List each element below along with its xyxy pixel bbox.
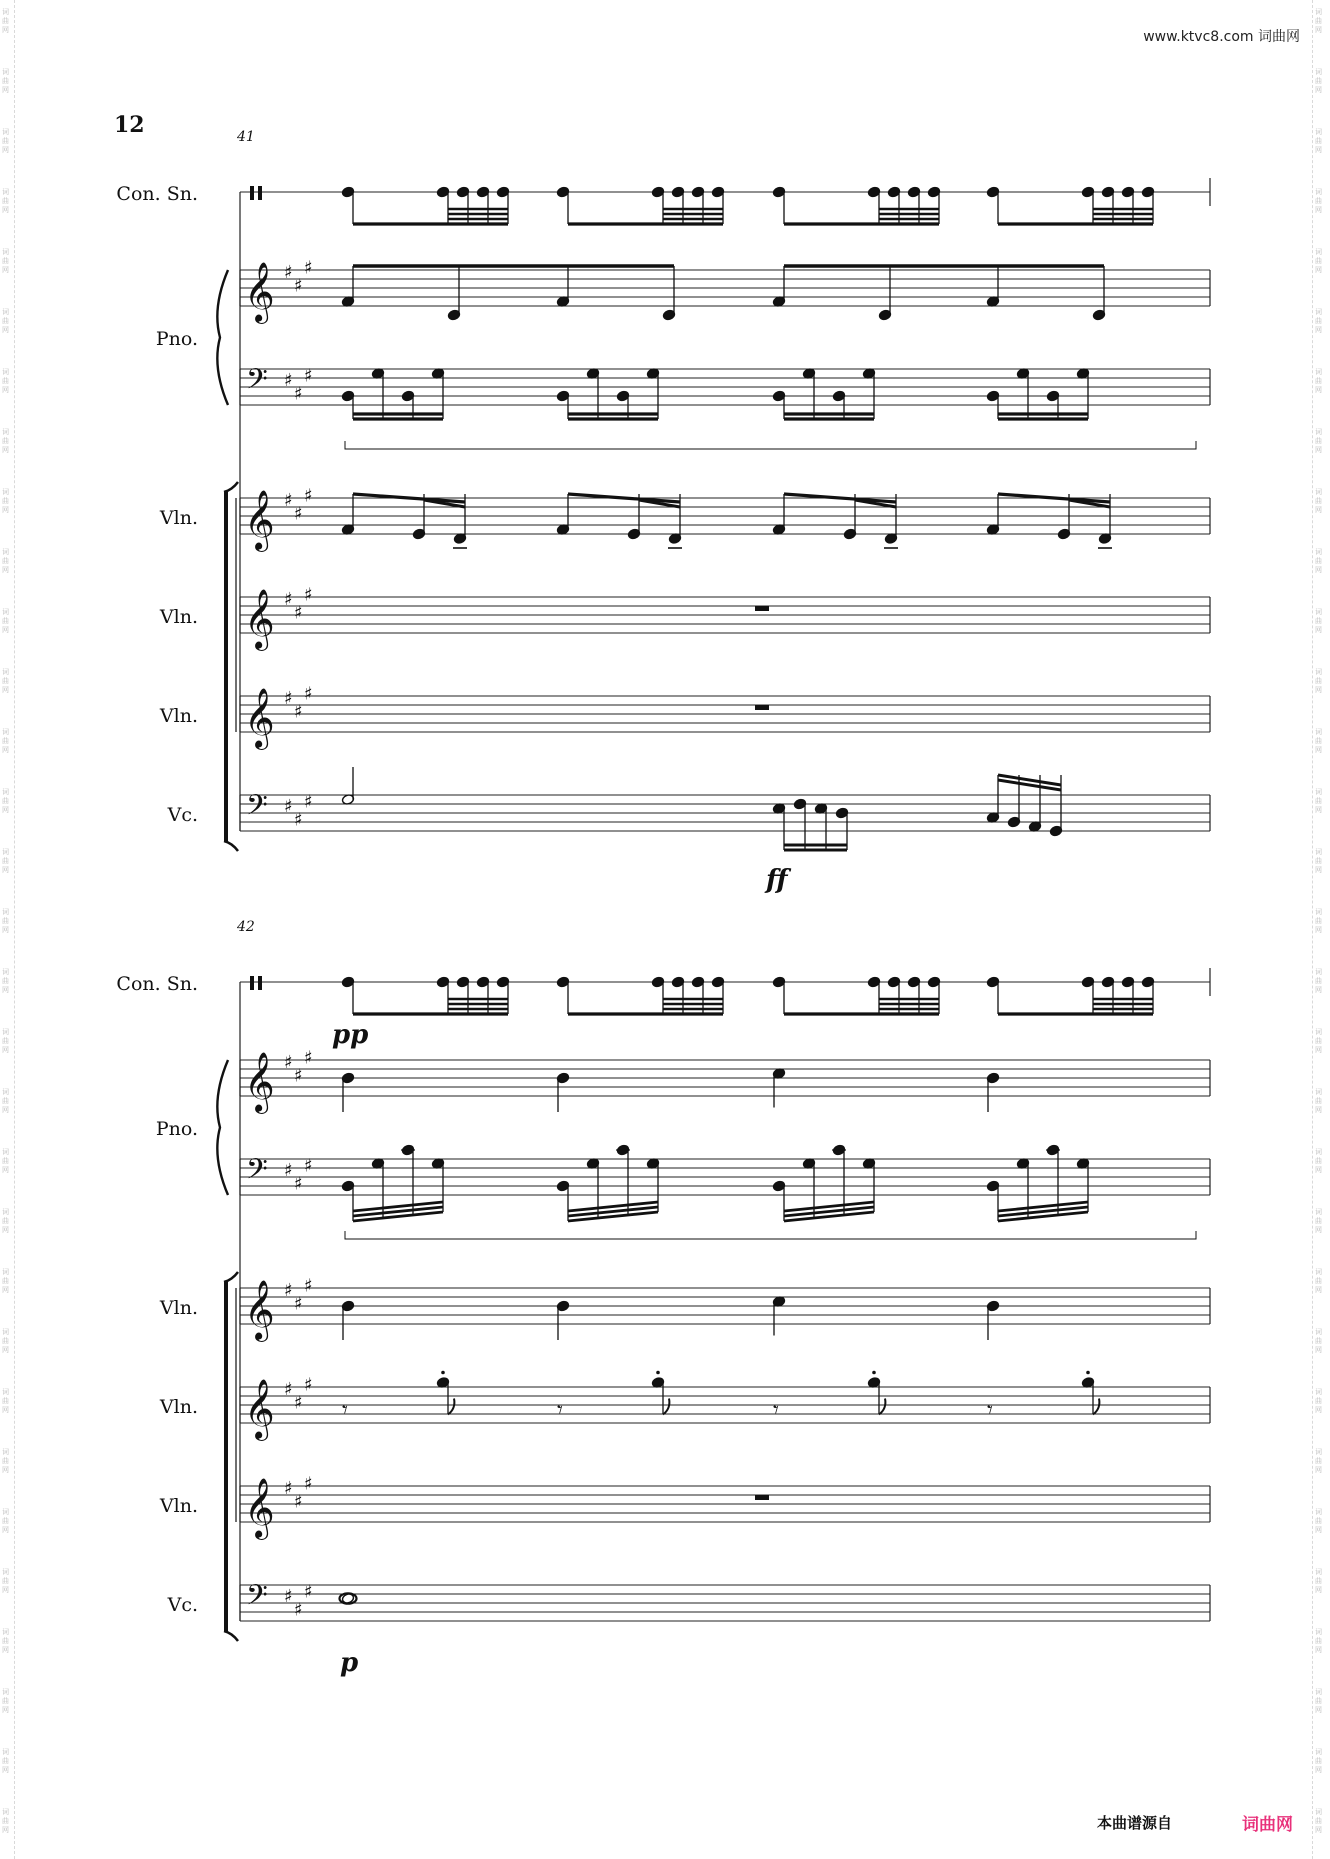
system-2-violin-2-key-sharp: ♯ (294, 1392, 303, 1414)
system-1-violin-3-treble-clef: 𝄞 (244, 688, 275, 748)
system-1-piano-lh-bass-clef: 𝄢 (246, 363, 268, 403)
system-2-piano-lh-key-sharp: ♯ (284, 1160, 293, 1181)
system-2-violin-3-whole-rest (755, 1495, 769, 1500)
system-1-piano-brace (217, 270, 228, 405)
system-1-violin-2-treble-clef: 𝄞 (244, 589, 275, 649)
margin-watermark-mark: 词 曲 网 (1315, 608, 1322, 634)
margin-watermark-mark: 词 曲 网 (1315, 1028, 1322, 1054)
margin-watermark-mark: 词 曲 网 (2, 548, 9, 574)
system-1-violin-3-whole-rest (755, 705, 769, 710)
system-2-violin-2-eighth-rest: 𝄾 (987, 1398, 993, 1423)
margin-watermark-mark: 词 曲 网 (1315, 308, 1322, 334)
site-link[interactable]: www.ktvc8.com 词曲网 (1143, 29, 1300, 45)
system-2-piano-rh-key-sharp: ♯ (284, 1052, 293, 1073)
system-1-violin-1-key-sharp: ♯ (284, 490, 293, 511)
system-2-strings-bracket-top (224, 1272, 238, 1282)
system-2-violin-2-eighth-rest: 𝄾 (773, 1398, 779, 1423)
system-2-violin-1-key-sharp: ♯ (284, 1280, 293, 1301)
system-2-violin-2-key-sharp: ♯ (304, 1374, 313, 1396)
margin-watermark-mark: 词 曲 网 (2, 848, 9, 874)
system-2-violin-1-key-sharp: ♯ (294, 1293, 303, 1315)
margin-watermark-mark: 词 曲 网 (1315, 8, 1322, 34)
margin-watermark-mark: 词 曲 网 (1315, 128, 1322, 154)
system-1-cello-key-sharp: ♯ (284, 796, 293, 817)
system-1-violin-1-key-sharp: ♯ (304, 485, 313, 507)
system-1-violin-2-key-sharp: ♯ (294, 602, 303, 624)
system-1-percussion-clef (250, 186, 254, 200)
system-2-label-violin-2: Vln. (159, 1396, 198, 1418)
margin-watermark-mark: 词 曲 网 (2, 1808, 9, 1834)
system-2-violin-2-key-sharp: ♯ (284, 1379, 293, 1400)
system-2-percussion-clef (250, 976, 254, 990)
margin-watermark-mark: 词 曲 网 (1315, 488, 1322, 514)
system-1-violin-3-key-sharp: ♯ (304, 683, 313, 705)
margin-watermark-mark: 词 曲 网 (1315, 1448, 1322, 1474)
margin-watermark-mark: 词 曲 网 (2, 1688, 9, 1714)
system-2-dynamic-pp: pp (332, 1020, 369, 1050)
system-2-label-cello: Vc. (167, 1594, 198, 1616)
system-1-violin-2-key-sharp: ♯ (284, 589, 293, 610)
system-2-staccato-dot (872, 1371, 876, 1375)
margin-watermark-mark: 词 曲 网 (1315, 1328, 1322, 1354)
system-2-violin-2-flag (448, 1399, 454, 1415)
system-1-piano-rh-treble-clef: 𝄞 (244, 262, 275, 322)
footer-brand[interactable]: 词曲网 (1242, 1815, 1293, 1835)
margin-watermark-mark: 词 曲 网 (2, 1268, 9, 1294)
margin-watermark-mark: 词 曲 网 (1315, 908, 1322, 934)
system-1-cello-bass-clef: 𝄢 (246, 789, 268, 829)
system-1-piano-lh-key-sharp: ♯ (294, 383, 303, 405)
margin-watermark-mark: 词 曲 网 (2, 188, 9, 214)
margin-watermark-mark: 词 曲 网 (1315, 728, 1322, 754)
margin-watermark-mark: 词 曲 网 (1315, 668, 1322, 694)
system-2-staccato-dot (441, 1371, 445, 1375)
system-2-piano-rh-treble-clef: 𝄞 (244, 1052, 275, 1112)
margin-watermark-mark: 词 曲 网 (1315, 428, 1322, 454)
system-1-cello-key-sharp: ♯ (294, 809, 303, 831)
margin-watermark-mark: 词 曲 网 (1315, 1748, 1322, 1774)
system-1-label-violin-1: Vln. (159, 507, 198, 529)
system-2-cello-key-sharp: ♯ (304, 1581, 313, 1603)
system-2-label-piano-rh: Pno. (155, 1118, 198, 1140)
system-1-label-piano-rh: Pno. (155, 328, 198, 350)
margin-watermark-mark: 词 曲 网 (1315, 1208, 1322, 1234)
system-2-violin-3-key-sharp: ♯ (304, 1473, 313, 1495)
margin-watermark-mark: 词 曲 网 (2, 428, 9, 454)
system-1-violin-3-key-sharp: ♯ (294, 701, 303, 723)
system-2-violin-1-key-sharp: ♯ (304, 1275, 313, 1297)
margin-watermark-mark: 词 曲 网 (2, 68, 9, 94)
margin-watermark-mark: 词 曲 网 (2, 788, 9, 814)
system-1-piano-lh-key-sharp: ♯ (304, 365, 313, 387)
page-number: 12 (114, 112, 145, 138)
system-1-measure-number: 41 (237, 129, 255, 145)
system-2-piano-rh-key-sharp: ♯ (294, 1065, 303, 1087)
margin-watermark-mark: 词 曲 网 (2, 1208, 9, 1234)
system-1-label-snare: Con. Sn. (116, 183, 198, 205)
system-1-piano-rh-key-sharp: ♯ (294, 275, 303, 297)
system-2-piano-rh-key-sharp: ♯ (304, 1047, 313, 1069)
margin-watermark-mark: 词 曲 网 (1315, 368, 1322, 394)
system-1-strings-bracket-top (224, 482, 238, 492)
system-2-label-violin-3: Vln. (159, 1495, 198, 1517)
margin-watermark-mark: 词 曲 网 (2, 488, 9, 514)
margin-watermark-mark: 词 曲 网 (1315, 548, 1322, 574)
margin-watermark-mark: 词 曲 网 (2, 1628, 9, 1654)
system-1-cello-key-sharp: ♯ (304, 791, 313, 813)
system-2-violin-2-flag (663, 1399, 669, 1415)
system-1-label-violin-2: Vln. (159, 606, 198, 628)
system-2-violin-1-treble-clef: 𝄞 (244, 1280, 275, 1340)
margin-watermark-mark: 词 曲 网 (2, 668, 9, 694)
system-2-percussion-clef (258, 976, 262, 990)
margin-watermark-mark: 词 曲 网 (2, 1088, 9, 1114)
margin-watermark-mark: 词 曲 网 (2, 968, 9, 994)
margin-watermark-mark: 词 曲 网 (1315, 248, 1322, 274)
system-2-cello-bass-clef: 𝄢 (246, 1579, 268, 1619)
system-2-label-snare: Con. Sn. (116, 973, 198, 995)
system-2-violin-3-treble-clef: 𝄞 (244, 1478, 275, 1538)
system-2-piano-lh-bass-clef: 𝄢 (246, 1153, 268, 1193)
margin-watermark-mark: 词 曲 网 (2, 248, 9, 274)
system-2-staccato-dot (656, 1371, 660, 1375)
system-2-dynamic-p: p (340, 1648, 359, 1678)
system-1-label-cello: Vc. (167, 804, 198, 826)
system-2-label-violin-1: Vln. (159, 1297, 198, 1319)
margin-watermark-mark: 词 曲 网 (2, 8, 9, 34)
system-2-measure-number: 42 (237, 919, 255, 935)
margin-watermark-mark: 词 曲 网 (1315, 188, 1322, 214)
margin-watermark-mark: 词 曲 网 (2, 1448, 9, 1474)
system-2-violin-2-flag (1093, 1399, 1099, 1415)
system-2-violin-3-key-sharp: ♯ (294, 1491, 303, 1513)
margin-watermark-mark: 词 曲 网 (2, 1328, 9, 1354)
system-2-violin-3-key-sharp: ♯ (284, 1478, 293, 1499)
system-2-violin-2-treble-clef: 𝄞 (244, 1379, 275, 1439)
system-1-strings-bracket-bottom (224, 841, 238, 851)
margin-watermark-mark: 词 曲 网 (1315, 968, 1322, 994)
margin-watermark-mark: 词 曲 网 (1315, 1568, 1322, 1594)
margin-watermark-mark: 词 曲 网 (2, 368, 9, 394)
margin-watermark-mark: 词 曲 网 (1315, 848, 1322, 874)
system-2-cello-key-sharp: ♯ (284, 1586, 293, 1607)
system-2-violin-2-eighth-rest: 𝄾 (557, 1398, 563, 1423)
margin-watermark-mark: 词 曲 网 (1315, 1628, 1322, 1654)
margin-watermark-mark: 词 曲 网 (2, 908, 9, 934)
margin-watermark-mark: 词 曲 网 (1315, 788, 1322, 814)
system-1-dynamic-ff: ff (766, 865, 788, 895)
margin-watermark-mark: 词 曲 网 (2, 1748, 9, 1774)
system-1-violin-3-key-sharp: ♯ (284, 688, 293, 709)
system-2-piano-lh-key-sharp: ♯ (294, 1173, 303, 1195)
system-1-violin-1-key-sharp: ♯ (294, 503, 303, 525)
margin-watermark-mark: 词 曲 网 (2, 1028, 9, 1054)
system-2-staccato-dot (1086, 1371, 1090, 1375)
margin-watermark-mark: 词 曲 网 (2, 308, 9, 334)
system-1-violin-2-key-sharp: ♯ (304, 584, 313, 606)
margin-watermark-mark: 词 曲 网 (1315, 1388, 1322, 1414)
margin-watermark-mark: 词 曲 网 (2, 1148, 9, 1174)
system-1-piano-lh-key-sharp: ♯ (284, 370, 293, 391)
margin-watermark-mark: 词 曲 网 (1315, 68, 1322, 94)
margin-watermark-mark: 词 曲 网 (1315, 1688, 1322, 1714)
margin-watermark-mark: 词 曲 网 (2, 1568, 9, 1594)
footer-source-text: 本曲谱源自 (1097, 1814, 1173, 1832)
system-2-piano-lh-key-sharp: ♯ (304, 1155, 313, 1177)
margin-watermark-mark: 词 曲 网 (1315, 1508, 1322, 1534)
margin-watermark-mark: 词 曲 网 (2, 608, 9, 634)
margin-watermark-mark: 词 曲 网 (2, 728, 9, 754)
system-1-label-violin-3: Vln. (159, 705, 198, 727)
margin-watermark-mark: 词 曲 网 (2, 1508, 9, 1534)
system-1-piano-rh-key-sharp: ♯ (284, 262, 293, 283)
system-1-piano-rh-key-sharp: ♯ (304, 257, 313, 279)
margin-watermark-mark: 词 曲 网 (1315, 1268, 1322, 1294)
system-1-tuplet-bracket (345, 441, 1196, 449)
system-2-violin-2-eighth-rest: 𝄾 (342, 1398, 348, 1423)
system-1-violin-2-whole-rest (755, 606, 769, 611)
margin-watermark-mark: 词 曲 网 (1315, 1808, 1322, 1834)
margin-watermark-mark: 词 曲 网 (2, 128, 9, 154)
system-2-tuplet-bracket (345, 1231, 1196, 1239)
system-2-piano-brace (217, 1060, 228, 1195)
margin-watermark-mark: 词 曲 网 (1315, 1088, 1322, 1114)
margin-watermark-mark: 词 曲 网 (2, 1388, 9, 1414)
system-2-strings-bracket-bottom (224, 1631, 238, 1641)
margin-watermark-mark: 词 曲 网 (1315, 1148, 1322, 1174)
system-1-violin-1-treble-clef: 𝄞 (244, 490, 275, 550)
system-2-cello-key-sharp: ♯ (294, 1599, 303, 1621)
system-2-violin-2-flag (879, 1399, 885, 1415)
system-1-percussion-clef (258, 186, 262, 200)
